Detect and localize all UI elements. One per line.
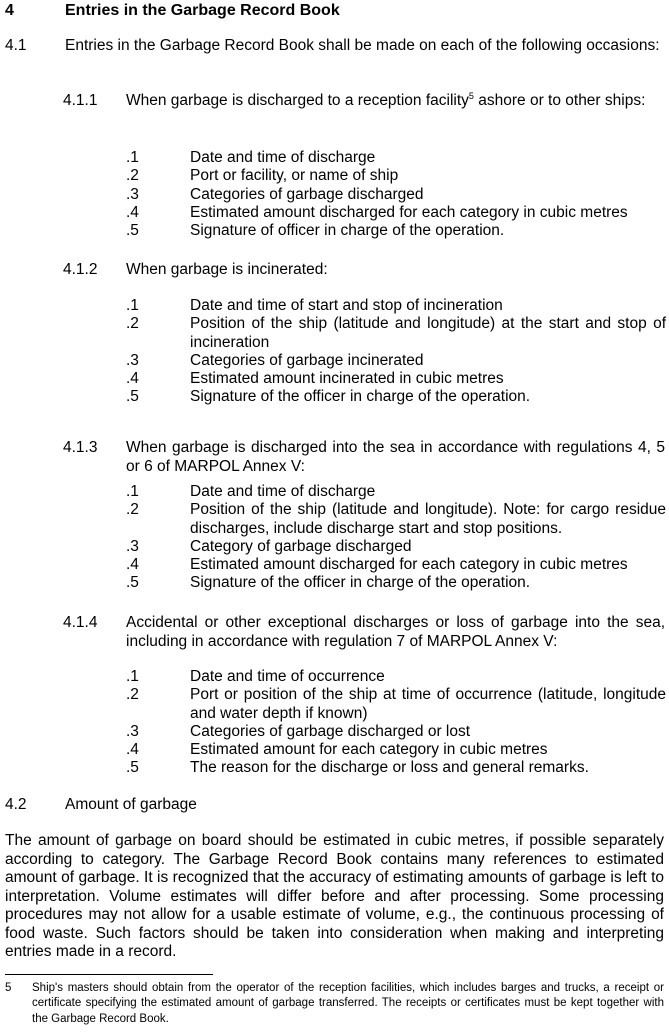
list-item — [126, 297, 666, 315]
item-text: Estimated amount discharged for each category in cubic metres — [190, 203, 628, 221]
item-number: .3 — [126, 537, 139, 555]
paragraph-number: 4.1 — [5, 37, 27, 54]
item-number: .3 — [126, 185, 139, 203]
section-number: 4 — [5, 2, 14, 19]
subsection-number: 4.1.3 — [63, 439, 98, 456]
list-item — [126, 222, 666, 240]
item-number: .3 — [126, 351, 139, 369]
item-number: .5 — [126, 388, 139, 406]
subsection-text — [126, 92, 665, 111]
subsection-text: Accidental or other exceptional discharges or loss of garbage into the sea, including in accordance with regulation 7 of MARPOL Annex V: — [126, 614, 665, 650]
item-text: Estimated amount for each category in cubic metres — [190, 741, 548, 759]
list-item — [126, 501, 666, 538]
subsection-text: When garbage is discharged into the sea in accordance with regulations 4, 5 or 6 of MARPOL Annex V: — [126, 439, 665, 475]
list-item — [126, 483, 666, 501]
item-number: .2 — [126, 315, 139, 333]
item-list-4-1-2 — [126, 297, 666, 407]
item-number: .2 — [126, 167, 139, 185]
list-item — [126, 315, 666, 352]
item-number: .4 — [126, 370, 139, 388]
item-number: .4 — [126, 741, 139, 759]
footnote-reference: 5 — [468, 91, 474, 101]
subsection-text-part: ashore or to other ships: — [473, 92, 646, 109]
document-page — [5, 0, 665, 1034]
item-text: Date and time of occurrence — [190, 668, 385, 685]
list-item — [126, 167, 666, 185]
item-text: Date and time of discharge — [190, 483, 376, 500]
section-title: Entries in the Garbage Record Book — [65, 2, 340, 19]
list-item — [126, 149, 666, 167]
list-item — [126, 352, 666, 370]
paragraph-number: 4.2 — [5, 796, 27, 813]
item-number: .3 — [126, 722, 139, 740]
subsection-number: 4.1.2 — [63, 261, 98, 278]
footnote-text: Ship's masters should obtain from the operator of the reception facilities, which includes barges and trucks, a receipt or certificate specifying the estimated amount of garbage transferred. The receipts or certificates must be kept together with the Garbage Record Book. — [32, 982, 664, 1025]
item-text: The reason for the discharge or loss and general remarks. — [190, 759, 589, 777]
item-number: .5 — [126, 222, 139, 240]
body-paragraph: The amount of garbage on board should be estimated in cubic metres, if possible separately according to category. The Garbage Record Book contains many references to estimated amount of garbage. It is recognized that the accuracy of estimating amounts of garbage is left to interpretation. Volume estimates will differ before and after processing. Some processing procedures may not allow for a usable estimate of volume, e.g., the continuous processing of food waste. Such factors should be taken into consideration when making and interpreting entries made in a record. — [5, 832, 664, 960]
item-text: Categories of garbage discharged or lost — [190, 722, 471, 740]
footnote-separator — [5, 974, 213, 975]
item-text: Estimated amount discharged for each category in cubic metres — [190, 556, 628, 574]
item-number: .5 — [126, 574, 139, 592]
item-text: Category of garbage discharged — [190, 537, 412, 555]
list-item — [126, 388, 666, 406]
subsection-4-1-2 — [63, 261, 665, 280]
subsection-4-1-1 — [63, 92, 665, 111]
paragraph-4-1 — [5, 37, 664, 56]
item-text: Estimated amount incinerated in cubic metres — [190, 370, 504, 388]
item-list-4-1-4 — [126, 668, 666, 778]
item-text: Date and time of discharge — [190, 149, 376, 166]
item-text: Signature of officer in charge of the operation. — [190, 222, 505, 240]
list-item — [126, 723, 666, 741]
item-text: Position of the ship (latitude and longitude). Note: for cargo residue discharges, include discharge start and stop positions. — [190, 501, 666, 537]
subsection-number: 4.1.1 — [63, 92, 98, 109]
subsection-text: When garbage is incinerated: — [126, 261, 328, 278]
item-number: .1 — [126, 297, 139, 314]
subsection-number: 4.1.4 — [63, 614, 98, 631]
item-text: Date and time of start and stop of incineration — [190, 297, 503, 314]
item-text: Signature of the officer in charge of the operation. — [190, 388, 531, 406]
item-number: .4 — [126, 556, 139, 574]
item-text: Port or facility, or name of ship — [190, 167, 399, 185]
list-item — [126, 370, 666, 388]
item-number: .5 — [126, 759, 139, 777]
item-text: Port or position of the ship at time of occurrence (latitude, longitude and water depth if known) — [190, 686, 666, 722]
item-text: Categories of garbage incinerated — [190, 351, 424, 369]
subsection-text-part: When garbage is discharged to a reception facility — [126, 92, 469, 109]
paragraph-text: Entries in the Garbage Record Book shall be made on each of the following occasions: — [65, 37, 660, 54]
item-number: .2 — [126, 501, 139, 519]
list-item — [126, 759, 666, 777]
item-number: .2 — [126, 686, 139, 704]
list-item — [126, 186, 666, 204]
list-item — [126, 538, 666, 556]
item-number: .1 — [126, 149, 139, 166]
item-list-4-1-1 — [126, 149, 666, 240]
paragraph-4-2-heading — [5, 796, 197, 815]
section-heading — [5, 2, 340, 20]
list-item — [126, 556, 666, 574]
item-number: .1 — [126, 483, 139, 500]
item-number: .4 — [126, 203, 139, 221]
list-item — [126, 204, 666, 222]
list-item — [126, 574, 666, 592]
item-text: Position of the ship (latitude and longitude) at the start and stop of incineration — [190, 315, 666, 351]
item-text: Signature of the officer in charge of the operation. — [190, 574, 531, 592]
subsection-4-1-4 — [63, 614, 665, 651]
list-item — [126, 741, 666, 759]
footnote — [5, 981, 664, 1027]
list-item — [126, 668, 666, 686]
subsection-4-1-3 — [63, 439, 665, 476]
list-item — [126, 686, 666, 723]
footnote-number: 5 — [5, 982, 12, 994]
item-number: .1 — [126, 668, 139, 685]
paragraph-title: Amount of garbage — [65, 796, 197, 813]
item-list-4-1-3 — [126, 483, 666, 593]
item-text: Categories of garbage discharged — [190, 185, 424, 203]
